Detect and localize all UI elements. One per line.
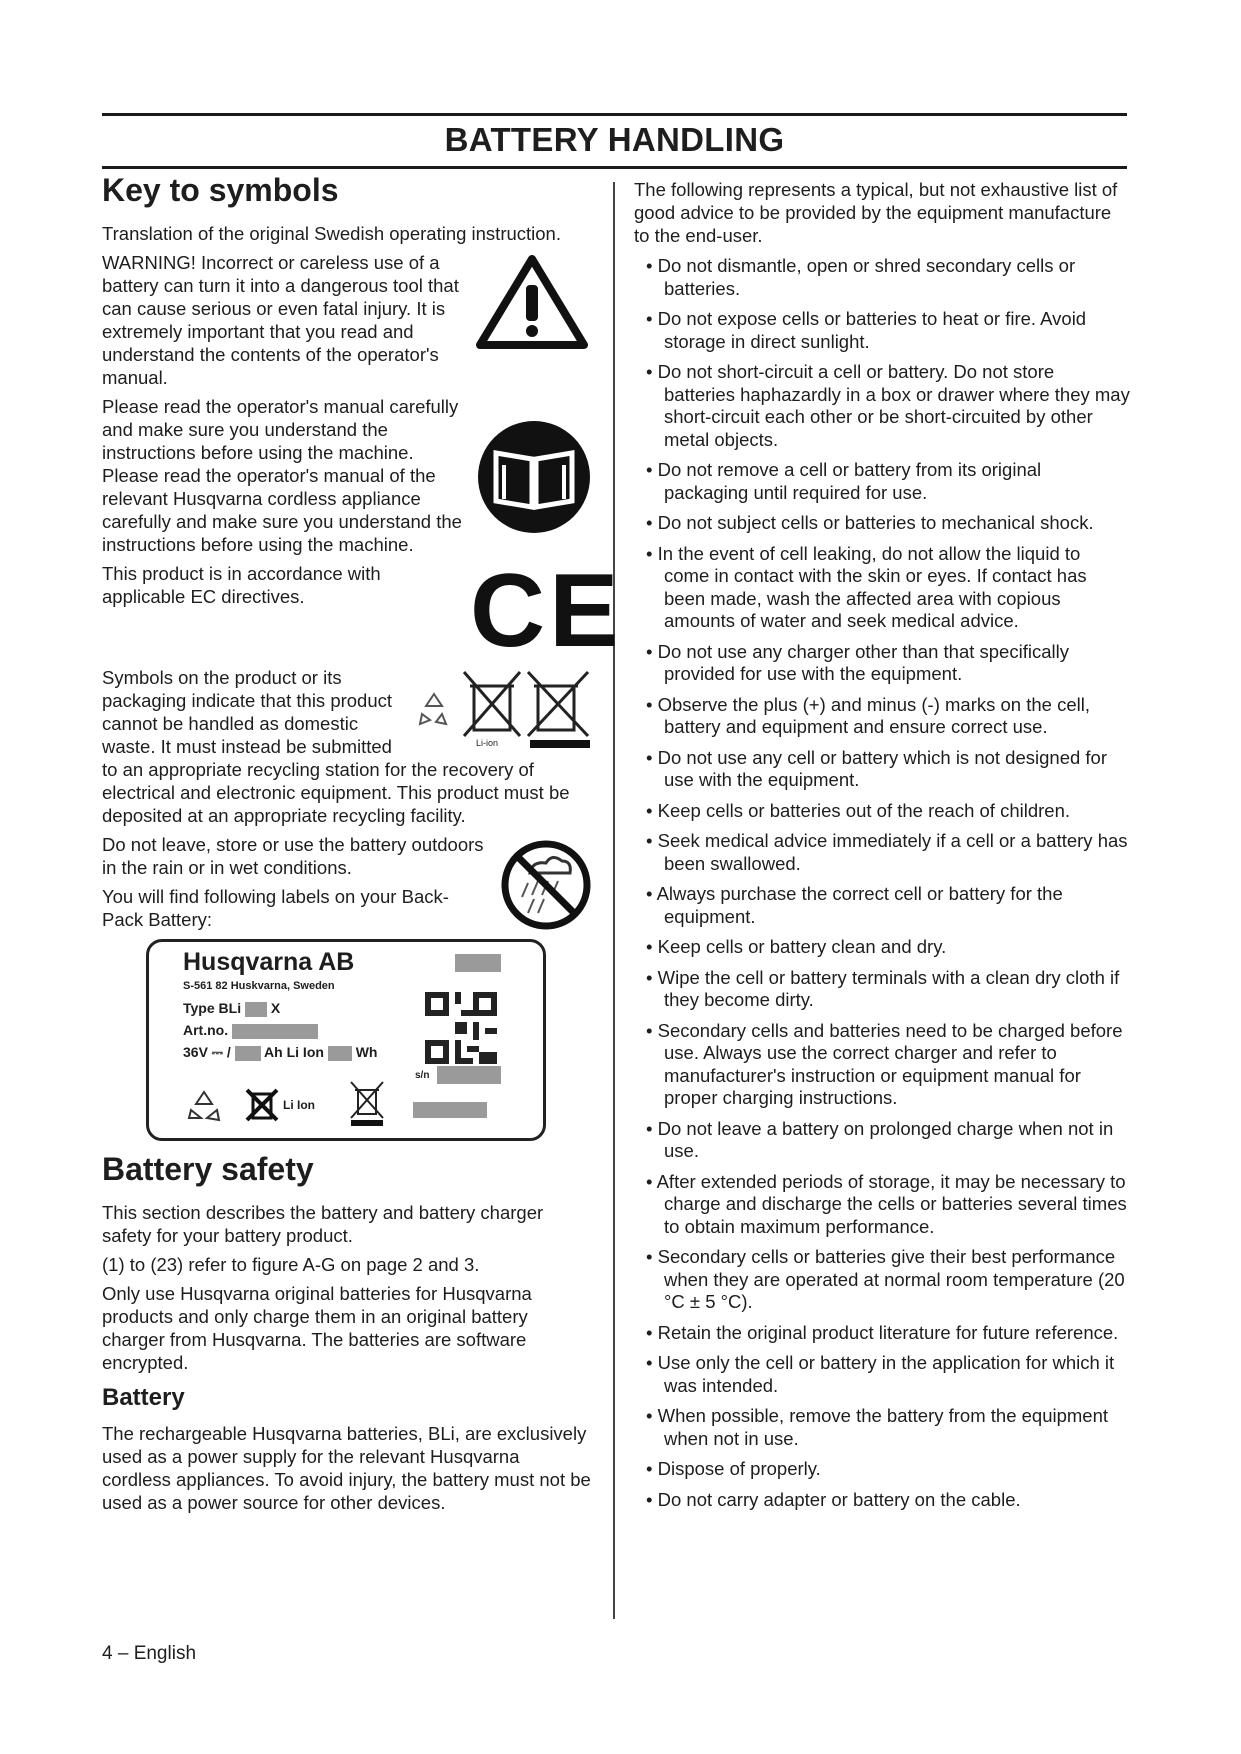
list-item: • Keep cells or batteries out of the reach of children. [646, 799, 1070, 821]
label-liion-logo: Li Ion [283, 1098, 315, 1112]
label-redacted-field [455, 954, 501, 972]
key-to-symbols-heading: Key to symbols [102, 172, 339, 208]
list-item: • Use only the cell or battery in the application for which it was intended. [646, 1352, 1115, 1396]
list-item: • After extended periods of storage, it may be necessary to charge and discharge the cells or batteries several times to obtain maximum performance. [646, 1170, 1127, 1237]
label-voltage: 36V [183, 1044, 208, 1060]
right-column [634, 178, 1130, 1519]
list-item: • Do not remove a cell or battery from its original packaging until required for use. [646, 459, 1042, 503]
no-rain-icon [500, 839, 592, 931]
crossed-bin-icon [528, 672, 588, 736]
advice-list [634, 255, 1130, 1511]
battery-safety-p3: Only use Husqvarna original batteries for Husqvarna products and only charge them in an original battery charger from Husqvarna. The batteries are software encrypted. [102, 1283, 532, 1373]
label-type-suffix: X [270, 1000, 281, 1016]
page-footer: 4 – English [102, 1643, 197, 1664]
label-wh: Wh [355, 1044, 378, 1060]
label-art-line [183, 1022, 318, 1039]
rain-block [102, 833, 592, 931]
read-manual-icon [476, 419, 592, 535]
ce-block [102, 553, 623, 669]
label-art-no: Art.no. [183, 1022, 229, 1038]
label-ah: Ah [264, 1044, 283, 1060]
title-underline [102, 166, 1127, 169]
list-item: • Observe the plus (+) and minus (-) marks on the cell, battery and equipment and ensure correct use. [646, 693, 1090, 737]
labels-intro: You will find following labels on your Back-Pack Battery: [102, 886, 449, 930]
label-chem: Li Ion [286, 1044, 324, 1060]
warning-text: WARNING! Incorrect or careless use of a battery can turn it into a dangerous tool that can cause serious or even fatal injury. It is extremely important that you read and understand the contents of the operator's manual. [102, 252, 459, 388]
left-column [102, 172, 623, 1520]
weee-text: Symbols on the product or its packaging indicate that this product cannot be handled as domestic waste. It must instead be submitted to an appropriate recycling station for the recovery of electrical and electronic equipment. This product must be deposited at an appropriate recycling facility. [102, 667, 570, 826]
label-type-line [183, 1000, 280, 1017]
manual-block [102, 395, 592, 556]
list-item: • Retain the original product literature for future reference. [646, 1321, 1119, 1343]
battery-safety-heading: Battery safety [102, 1151, 314, 1187]
label-address: S-561 82 Huskvarna, Sweden [183, 980, 335, 992]
qr-code-icon [425, 992, 497, 1064]
list-item: • Do not use any charger other than that specifically provided for use with the equipment. [646, 640, 1069, 684]
warning-block [102, 251, 592, 389]
crossed-bin-liion-icon [464, 672, 520, 736]
battery-safety-p1: This section describes the battery and battery charger safety for your battery product. [102, 1202, 544, 1246]
weee-block [102, 666, 592, 827]
list-item: • Do not carry adapter or battery on the cable. [646, 1488, 1021, 1510]
label-rating-line: 36V ⎓ / Ah Li Ion Wh [183, 1044, 378, 1060]
label-brand: Husqvarna AB [183, 948, 355, 976]
list-item: • Do not expose cells or batteries to heat or fire. Avoid storage in direct sunlight. [646, 308, 1087, 352]
weee-liion-caption: Li-ion [476, 738, 499, 748]
battery-heading: Battery [102, 1384, 185, 1411]
column-divider [613, 182, 615, 1619]
list-item: • Seek medical advice immediately if a cell or a battery has been swallowed. [646, 830, 1128, 874]
page-title: BATTERY HANDLING [444, 121, 785, 158]
ce-text: This product is in accordance with applicable EC directives. [102, 563, 381, 607]
list-item: • When possible, remove the battery from the equipment when not in use. [646, 1405, 1109, 1449]
battery-p1: The rechargeable Husqvarna batteries, BLi, are exclusively used as a power supply for the relevant Husqvarna cordless appliances. To avoid injury, the battery must not be used as a power source for other devices. [102, 1423, 591, 1513]
label-sn: s/n [415, 1070, 430, 1081]
list-item: • Do not short-circuit a cell or battery. Do not store batteries haphazardly in a box or drawer where they may short-circuit each other or be short-circuited by other metal objects. [646, 361, 1130, 450]
label-redacted-field [437, 1066, 501, 1084]
translation-note: Translation of the original Swedish operating instruction. [102, 223, 561, 244]
ce-mark-icon [468, 553, 623, 669]
top-rule [102, 113, 1127, 116]
list-item: • Do not leave a battery on prolonged charge when not in use. [646, 1117, 1114, 1161]
list-item: • Always purchase the correct cell or battery for the equipment. [646, 883, 1063, 927]
advice-intro: The following represents a typical, but not exhaustive list of good advice to be provided by the equipment manufacture to the end-user. [634, 179, 1118, 246]
crossed-battery-icon [245, 1088, 279, 1122]
list-item: • In the event of cell leaking, do not allow the liquid to come in contact with the skin or eyes. If contact has been made, wash the affected area with copious amounts of water and seek medical advice. [646, 542, 1087, 631]
weee-recycling-icons [416, 666, 592, 752]
recycle-icon [187, 1088, 221, 1122]
rain-text: Do not leave, store or use the battery outdoors in the rain or in wet conditions. [102, 834, 484, 878]
list-item: • Keep cells or battery clean and dry. [646, 936, 947, 957]
recycle-icon [420, 694, 446, 724]
list-item: • Do not dismantle, open or shred secondary cells or batteries. [646, 255, 1076, 299]
label-type-prefix: Type BLi [183, 1000, 242, 1016]
battery-safety-p2: (1) to (23) refer to figure A-G on page 2 and 3. [102, 1254, 480, 1275]
list-item: • Do not use any cell or battery which is not designed for use with the equipment. [646, 746, 1108, 790]
ce-mark-text: CE [470, 553, 623, 669]
list-item: • Dispose of properly. [646, 1458, 821, 1479]
list-item: • Secondary cells and batteries need to be charged before use. Always use the correct charger and refer to manufacturer's instruction or equipment manual for proper charging instructions. [646, 1019, 1123, 1108]
label-redacted-field [413, 1102, 487, 1118]
warning-triangle-icon [472, 251, 592, 351]
rating-label [146, 939, 546, 1141]
list-item: • Secondary cells or batteries give their best performance when they are operated at normal room temperature (20 °C ± 5 °C). [646, 1246, 1125, 1312]
list-item: • Do not subject cells or batteries to mechanical shock. [646, 512, 1094, 533]
manual-text: Please read the operator's manual carefully and make sure you understand the instructions before using the machine. Please read the operator's manual of the relevant Husqvarna cordless appliance carefully and make sure you understand the instructions before using the machine. [102, 396, 462, 555]
list-item: • Wipe the cell or battery terminals with a clean dry cloth if they become dirty. [646, 966, 1120, 1010]
crossed-bin-icon [347, 1080, 387, 1126]
